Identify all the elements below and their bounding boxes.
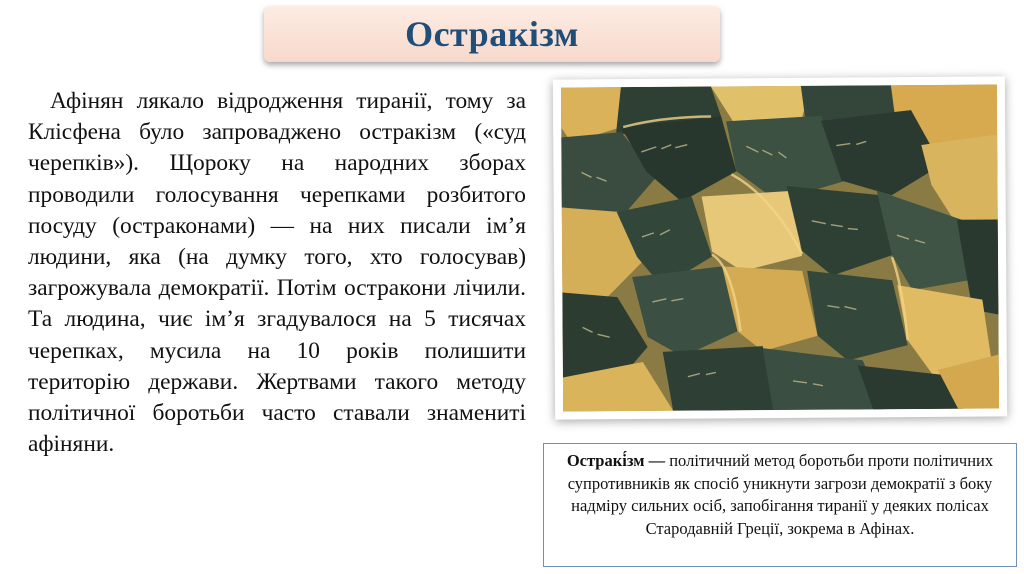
definition-term: Остракі́зм <box>566 451 645 470</box>
definition-dash: — <box>644 451 670 470</box>
body-paragraph: Афінян лякало відродження тиранії, тому за Клісфена було запроваджено остракізм («суд черепків»). Щороку на народних зборах проводили голосування черепками розбитого посуду (остраконами) — на них писали ім’я людини, яка (на думку того, хто голосував) загрожувала демократії. Потім остракони лічили. Та людина, чиє ім’я згадувалося на 5 тисячах черепках, мусила на 10 років полишити територію держави. Жертвами такого методу політичної боротьби часто ставали знамениті афіняни. <box>28 88 526 458</box>
ostraca-shards-image <box>561 84 999 411</box>
title-banner <box>264 6 720 62</box>
ostraca-photo <box>553 76 1007 419</box>
definition-box <box>543 443 1017 567</box>
page-title: Остракізм <box>405 14 579 54</box>
definition-text: політичний метод боротьби проти політичних супротивників як спосіб уникнути загрози демократії з боку надміру сильних осіб, запобігання тиранії у деяких полісах Стародавній Греції, зокрема в Афінах. <box>567 451 994 538</box>
